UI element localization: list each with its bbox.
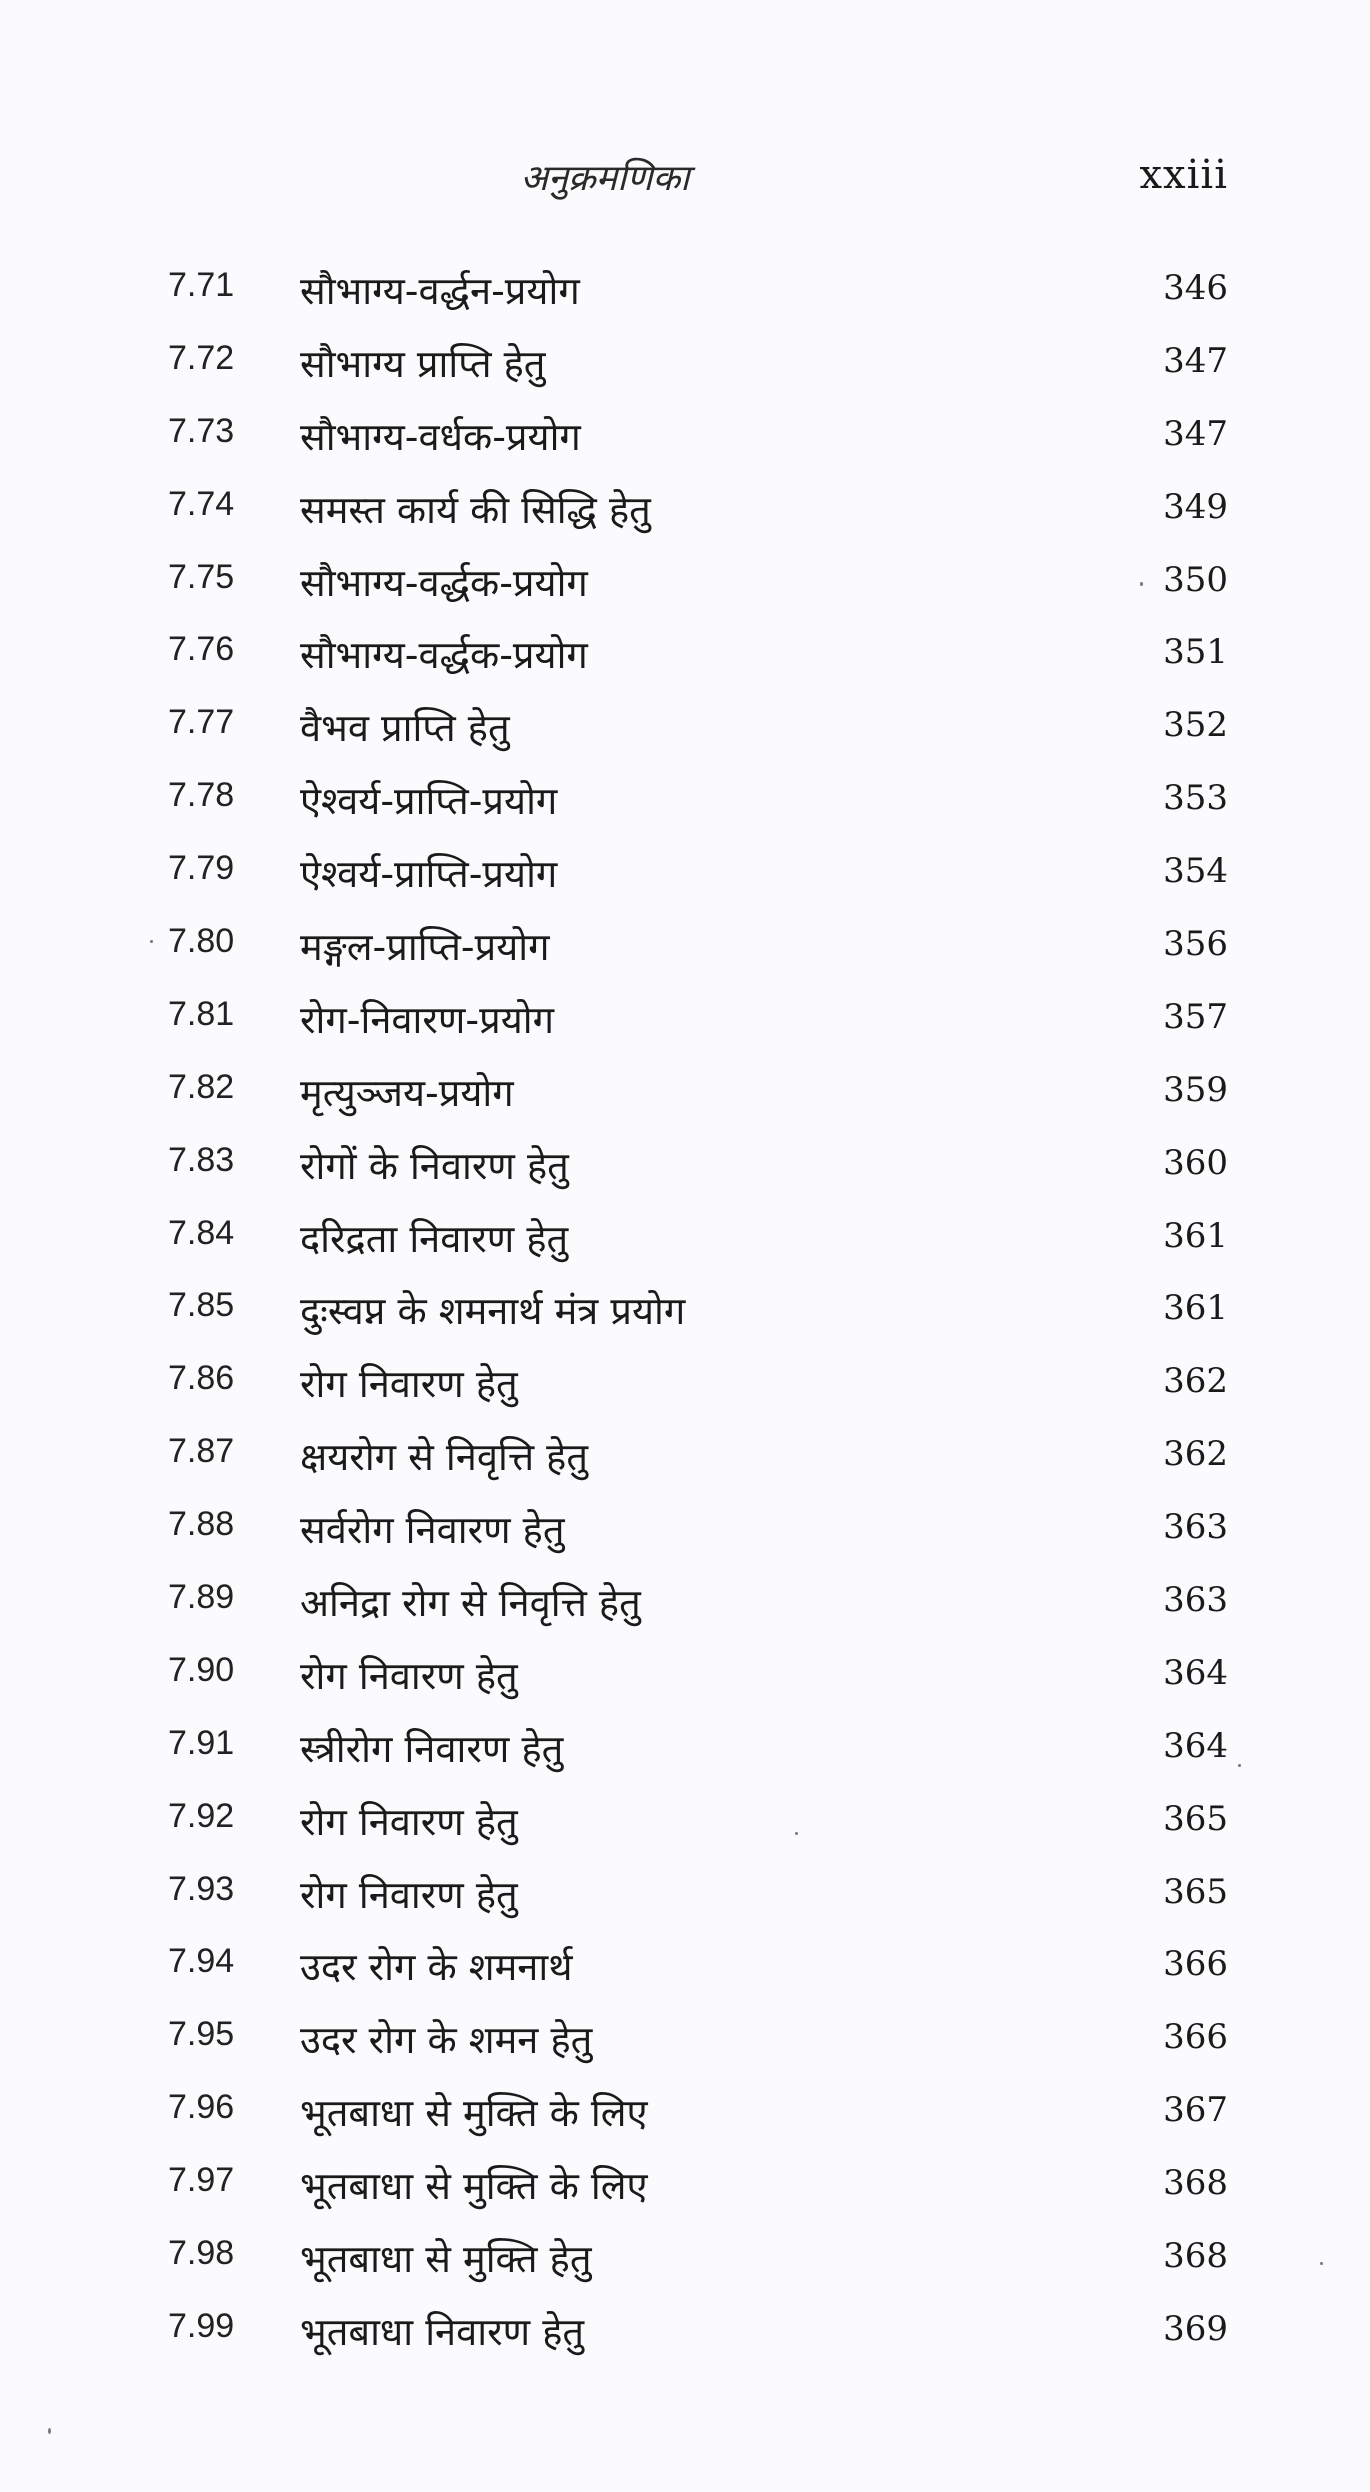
entry-page-number: 367 <box>1163 2090 1228 2131</box>
entry-number: 7.73 <box>168 411 235 450</box>
entry-page-number: 359 <box>1163 1069 1228 1110</box>
entry-page-number: 351 <box>1163 632 1228 673</box>
entry-page-number: 347 <box>1163 340 1228 381</box>
entry-page-number: 364 <box>1163 1725 1228 1766</box>
entry-number: 7.75 <box>168 557 235 596</box>
entry-number: 7.77 <box>168 703 235 742</box>
scan-speck <box>795 1832 798 1835</box>
entry-number: 7.92 <box>168 1796 235 1835</box>
toc-entry <box>0 1724 1370 1797</box>
toc-entry <box>0 1578 1370 1651</box>
entry-number: 7.85 <box>168 1286 235 1325</box>
entry-page-number: 354 <box>1163 851 1228 892</box>
entry-number: 7.83 <box>168 1140 235 1179</box>
entry-title: भूतबाधा से मुक्ति हेतु <box>300 2237 592 2282</box>
toc-entry <box>0 630 1370 703</box>
entry-title: क्षयरोग से निवृत्ति हेतु <box>300 1435 588 1480</box>
entry-title: सर्वरोग निवारण हेतु <box>300 1508 565 1553</box>
entry-title: उदर रोग के शमनार्थ <box>300 1945 573 1990</box>
entry-title: रोग निवारण हेतु <box>300 1362 518 1407</box>
entry-page-number: 353 <box>1163 778 1228 819</box>
entry-title: रोग-निवारण-प्रयोग <box>300 997 555 1042</box>
toc-entry <box>0 1359 1370 1432</box>
entry-number: 7.90 <box>168 1650 235 1689</box>
entry-title: स्त्रीरोग निवारण हेतु <box>300 1726 564 1771</box>
scan-speck <box>1320 2262 1323 2265</box>
entry-number: 7.86 <box>168 1359 235 1398</box>
scan-speck <box>48 2428 51 2434</box>
scan-speck <box>1238 1764 1241 1767</box>
toc-entry <box>0 1870 1370 1943</box>
entry-number: 7.84 <box>168 1213 235 1252</box>
toc-entry <box>0 703 1370 776</box>
entry-number: 7.71 <box>168 266 235 304</box>
entry-number: 7.99 <box>168 2306 235 2345</box>
toc-entry <box>0 1651 1370 1724</box>
entry-number: 7.79 <box>168 849 235 888</box>
entry-title: रोग निवारण हेतु <box>300 1872 518 1917</box>
entry-number: 7.74 <box>168 484 235 523</box>
toc-entry <box>0 412 1370 485</box>
entry-title: रोग निवारण हेतु <box>300 1653 518 1698</box>
entry-number: 7.89 <box>168 1578 235 1617</box>
entry-page-number: 364 <box>1163 1652 1228 1693</box>
toc-entry <box>0 339 1370 412</box>
entry-title: ऐश्वर्य-प्राप्ति-प्रयोग <box>300 779 558 824</box>
toc-entry <box>0 1505 1370 1578</box>
toc-entry <box>0 2307 1370 2380</box>
entry-number: 7.80 <box>168 922 235 961</box>
toc-entry <box>0 1214 1370 1287</box>
entry-page-number: 369 <box>1163 2308 1228 2349</box>
toc-entry <box>0 776 1370 849</box>
entry-number: 7.76 <box>168 630 235 669</box>
toc-entry <box>0 1068 1370 1141</box>
entry-title: सौभाग्य प्राप्ति हेतु <box>300 341 546 386</box>
toc-entry <box>0 2015 1370 2088</box>
entry-title: सौभाग्य-वर्द्धन-प्रयोग <box>300 269 580 313</box>
toc-entry <box>0 1942 1370 2015</box>
entry-number: 7.88 <box>168 1505 235 1544</box>
entry-number: 7.87 <box>168 1432 235 1471</box>
entry-page-number: 352 <box>1163 705 1228 746</box>
entry-page-number: 368 <box>1163 2236 1228 2277</box>
entry-page-number: 362 <box>1163 1434 1228 1475</box>
entry-title: भूतबाधा से मुक्ति के लिए <box>300 2091 648 2136</box>
entry-title: रोग निवारण हेतु <box>300 1799 518 1844</box>
entry-title: सौभाग्य-वर्द्धक-प्रयोग <box>300 560 588 605</box>
entry-number: 7.91 <box>168 1723 235 1762</box>
toc-entry <box>0 2088 1370 2161</box>
entry-page-number: 365 <box>1163 1798 1228 1839</box>
entry-title: वैभव प्राप्ति हेतु <box>300 706 510 751</box>
toc-entry <box>0 266 1370 339</box>
toc-entry <box>0 485 1370 558</box>
entry-page-number: 350 <box>1163 559 1228 600</box>
entry-title: सौभाग्य-वर्द्धक-प्रयोग <box>300 633 588 678</box>
entry-page-number: 346 <box>1163 268 1228 308</box>
entry-number: 7.72 <box>168 338 235 377</box>
toc-entry <box>0 2234 1370 2307</box>
toc-entry <box>0 922 1370 995</box>
running-head-title: अनुक्रमणिका <box>520 158 690 199</box>
entry-number: 7.95 <box>168 2015 235 2054</box>
entry-page-number: 349 <box>1163 486 1228 527</box>
entry-title: भूतबाधा से मुक्ति के लिए <box>300 2164 648 2209</box>
toc-entry <box>0 849 1370 922</box>
entry-page-number: 360 <box>1163 1142 1228 1183</box>
entry-page-number: 366 <box>1163 1944 1228 1985</box>
entry-number: 7.82 <box>168 1067 235 1106</box>
scan-speck <box>1140 582 1143 586</box>
toc-entry <box>0 2161 1370 2234</box>
entry-page-number: 368 <box>1163 2163 1228 2204</box>
entry-title: मृत्युञ्जय-प्रयोग <box>300 1070 514 1115</box>
entry-page-number: 363 <box>1163 1580 1228 1621</box>
table-of-contents <box>0 266 1370 2380</box>
entry-page-number: 363 <box>1163 1507 1228 1548</box>
entry-page-number: 356 <box>1163 924 1228 965</box>
entry-title: मङ्गल-प्राप्ति-प्रयोग <box>300 925 550 970</box>
entry-number: 7.94 <box>168 1942 235 1981</box>
entry-number: 7.98 <box>168 2234 235 2273</box>
toc-entry <box>0 1141 1370 1214</box>
entry-title: अनिद्रा रोग से निवृत्ति हेतु <box>300 1581 641 1626</box>
entry-number: 7.93 <box>168 1869 235 1908</box>
toc-entry <box>0 1432 1370 1505</box>
entry-page-number: 365 <box>1163 1871 1228 1912</box>
roman-page-number: xxiii <box>1139 152 1228 198</box>
entry-title: सौभाग्य-वर्धक-प्रयोग <box>300 414 581 459</box>
entry-page-number: 366 <box>1163 2017 1228 2058</box>
page-header <box>0 152 1370 212</box>
entry-page-number: 361 <box>1163 1215 1228 1256</box>
entry-title: दुःस्वप्न के शमनार्थ मंत्र प्रयोग <box>300 1289 686 1334</box>
entry-number: 7.97 <box>168 2161 235 2200</box>
entry-title: ऐश्वर्य-प्राप्ति-प्रयोग <box>300 852 558 897</box>
entry-title: दरिद्रता निवारण हेतु <box>300 1216 569 1261</box>
entry-page-number: 361 <box>1163 1288 1228 1329</box>
entry-page-number: 362 <box>1163 1361 1228 1402</box>
entry-number: 7.78 <box>168 776 235 815</box>
toc-entry <box>0 995 1370 1068</box>
entry-page-number: 357 <box>1163 996 1228 1037</box>
toc-entry <box>0 1797 1370 1870</box>
entry-title: उदर रोग के शमन हेतु <box>300 2018 593 2063</box>
entry-title: समस्त कार्य की सिद्धि हेतु <box>300 487 651 532</box>
entry-number: 7.96 <box>168 2088 235 2127</box>
scan-speck <box>150 940 153 943</box>
entry-page-number: 347 <box>1163 413 1228 454</box>
entry-title: भूतबाधा निवारण हेतु <box>300 2309 585 2354</box>
entry-number: 7.81 <box>168 994 235 1033</box>
toc-entry <box>0 558 1370 631</box>
entry-title: रोगों के निवारण हेतु <box>300 1143 569 1188</box>
toc-entry <box>0 1286 1370 1359</box>
